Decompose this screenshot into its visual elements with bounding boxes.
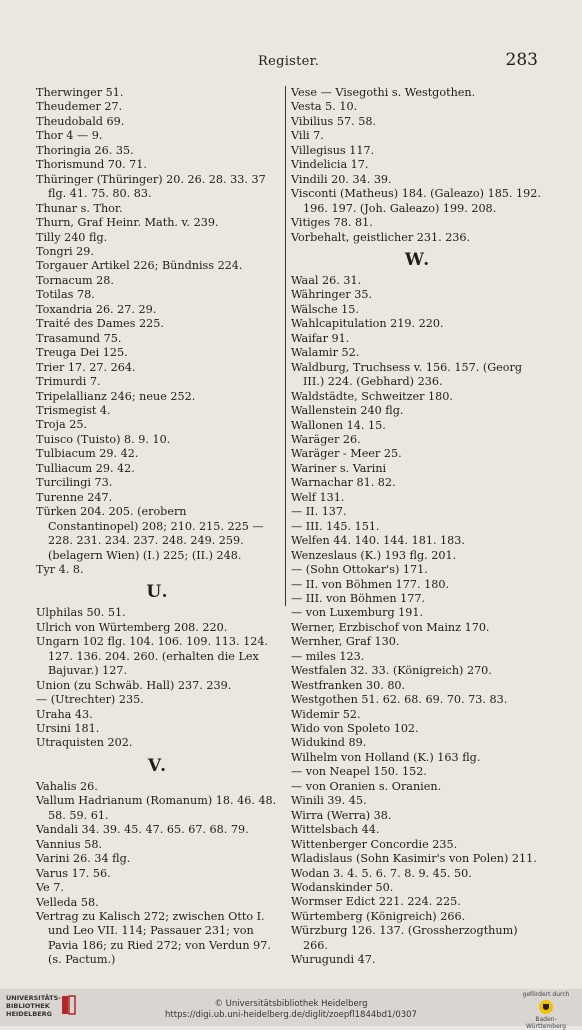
index-entry: Waldstädte, Schweitzer 180. xyxy=(291,389,453,403)
index-entry: Vannius 58. xyxy=(36,837,103,851)
index-entry: Würtemberg (Königreich) 266. xyxy=(291,909,466,923)
index-entry: Tulliacum 29. 42. xyxy=(36,461,135,475)
index-entry: Troja 25. xyxy=(36,418,88,432)
index-entry: Wernher, Graf 130. xyxy=(291,635,400,649)
index-entry: Tuisco (Tuisto) 8. 9. 10. xyxy=(36,432,171,446)
index-entry: Waldburg, Truchsess v. 156. 157. (Georg III.) 224. (Gebhard) 236. xyxy=(291,360,523,389)
index-entry: Thunar s. Thor. xyxy=(36,201,123,215)
index-entry: Villegisus 117. xyxy=(291,143,375,157)
index-column-right xyxy=(291,86,545,968)
index-entry: Ursini 181. xyxy=(36,722,100,736)
index-entry: Trier 17. 27. 264. xyxy=(36,360,136,374)
index-entry: Wälsche 15. xyxy=(291,302,359,316)
index-entry: — II. von Böhmen 177. 180. xyxy=(291,577,450,591)
index-entry: Westgothen 51. 62. 68. 69. 70. 73. 83. xyxy=(291,693,508,707)
page-header xyxy=(0,52,582,76)
index-entry: Westfranken 30. 80. xyxy=(291,678,406,692)
index-entry: Wahlcapitulation 219. 220. xyxy=(291,317,444,331)
section-letter: V. xyxy=(147,755,169,776)
index-entry: Varus 17. 56. xyxy=(36,866,111,880)
index-entry: Tilly 240 flg. xyxy=(36,230,108,244)
index-entry: Varini 26. 34 flg. xyxy=(36,852,131,866)
sponsor-label: gefördert durch xyxy=(522,991,570,998)
copyright-text: © Universitätsbibliothek Heidelberg xyxy=(214,999,368,1009)
index-entry: Theudobald 69. xyxy=(36,114,125,128)
index-entry: — von Neapel 150. 152. xyxy=(291,765,427,779)
index-entry: Thüringer (Thüringer) 20. 26. 28. 33. 37 flg. 41. 75. 80. 83. xyxy=(36,172,266,201)
index-entry: — miles 123. xyxy=(291,649,365,663)
index-entry: Ulphilas 50. 51. xyxy=(36,606,126,620)
index-entry: Vindili 20. 34. 39. xyxy=(291,172,392,186)
index-entry: Waifar 91. xyxy=(291,331,350,345)
index-entry: Welf 131. xyxy=(291,490,345,504)
index-entry: Vindelicia 17. xyxy=(291,158,369,172)
section-letter: U. xyxy=(146,582,170,603)
index-entry: Totilas 78. xyxy=(36,288,95,302)
index-entry: Wodan 3. 4. 5. 6. 7. 8. 9. 45. 50. xyxy=(291,866,472,880)
coat-of-arms-icon xyxy=(538,999,554,1015)
index-entry: Traité des Dames 225. xyxy=(36,317,164,331)
index-entry: — II. 137. xyxy=(291,505,347,519)
index-entry: Tongri 29. xyxy=(36,244,94,258)
index-entry: Vertrag zu Kalisch 272; zwischen Otto I. und Leo VII. 114; Passauer 231; von Pavia 186; zu Ried 272; von Verdun 97. (s. Pactum.) xyxy=(36,910,271,967)
index-entry: Wenzeslaus (K.) 193 flg. 201. xyxy=(291,548,457,562)
index-entry: Thor 4 — 9. xyxy=(36,129,103,143)
index-column-left xyxy=(36,86,280,968)
index-entry: Welfen 44. 140. 144. 181. 183. xyxy=(291,534,465,548)
index-entry: Waal 26. 31. xyxy=(291,273,362,287)
index-entry: Ungarn 102 flg. 104. 106. 109. 113. 124. 127. 136. 204. 260. (erhalten die Lex Bajuvar.) 127. xyxy=(36,635,268,678)
index-entry: Walamir 52. xyxy=(291,346,360,360)
index-entry: Wittelsbach 44. xyxy=(291,823,380,837)
index-entry: Turenne 247. xyxy=(36,490,113,504)
index-entry: Uraha 43. xyxy=(36,707,93,721)
index-entry: — von Luxemburg 191. xyxy=(291,606,424,620)
index-entry: Wormser Edict 221. 224. 225. xyxy=(291,895,461,909)
source-url[interactable]: https://digi.ub.uni-heidelberg.de/diglit/zoepfl1844bd1/0307 xyxy=(165,1010,417,1020)
index-entry: Toxandria 26. 27. 29. xyxy=(36,302,157,316)
library-logo-text: UNIVERSITÄTS-BIBLIOTHEK HEIDELBERG xyxy=(6,994,61,1018)
index-entry: Werner, Erzbischof von Mainz 170. xyxy=(291,620,490,634)
sponsor-block[interactable] xyxy=(516,991,576,1030)
index-entry: Vallum Hadrianum (Romanum) 18. 46. 48. 58. 59. 61. xyxy=(36,794,277,822)
index-entry: Vandali 34. 39. 45. 47. 65. 67. 68. 79. xyxy=(36,823,249,837)
index-entry: Vili 7. xyxy=(291,129,324,143)
index-entry: Wittenberger Concordie 235. xyxy=(291,837,458,851)
index-entry: Treuga Dei 125. xyxy=(36,346,128,360)
index-entry: Trismegist 4. xyxy=(36,403,111,417)
index-entry: Widemir 52. xyxy=(291,707,361,721)
index-entry: — III. 145. 151. xyxy=(291,519,380,533)
index-entry: Ve 7. xyxy=(36,881,64,895)
index-entry: Thurn, Graf Heinr. Math. v. 239. xyxy=(36,216,219,230)
index-entry: — von Oranien s. Oranien. xyxy=(291,779,442,793)
index-entry: Tornacum 28. xyxy=(36,273,114,287)
index-entry: Widukind 89. xyxy=(291,736,367,750)
index-entry: — (Sohn Ottokar's) 171. xyxy=(291,563,428,577)
copyright-block xyxy=(0,999,582,1021)
index-entry: Währinger 35. xyxy=(291,288,373,302)
index-entry: Trimurdi 7. xyxy=(36,375,101,389)
index-entry: Torgauer Artikel 226; Bündniss 224. xyxy=(36,259,243,273)
index-entry: Wirra (Werra) 38. xyxy=(291,808,392,822)
index-entry: Warnachar 81. 82. xyxy=(291,476,396,490)
index-entry: Vibilius 57. 58. xyxy=(291,114,376,128)
index-entry: Utraquisten 202. xyxy=(36,736,133,750)
index-entry: Turcilingi 73. xyxy=(36,476,113,490)
viewer-footer xyxy=(0,989,582,1030)
index-entry: Tulbiacum 29. 42. xyxy=(36,447,139,461)
index-entry: Thoringia 26. 35. xyxy=(36,143,134,157)
index-entry: Vitiges 78. 81. xyxy=(291,216,373,230)
index-entry: — (Utrechter) 235. xyxy=(36,693,144,707)
index-entry: Velleda 58. xyxy=(36,895,99,909)
index-entry: Waräger 26. xyxy=(291,432,361,446)
index-entry: Visconti (Matheus) 184. (Galeazo) 185. 192. 196. 197. (Joh. Galeazo) 199. 208. xyxy=(291,187,541,215)
index-entry: Vese — Visegothi s. Westgothen. xyxy=(291,86,476,99)
index-entry: Wido von Spoleto 102. xyxy=(291,722,419,736)
index-entry: Würzburg 126. 137. (Grossherzogthum) 266. xyxy=(291,924,518,952)
index-entry: Wodanskinder 50. xyxy=(291,881,394,895)
page-number: 283 xyxy=(505,50,538,70)
index-entry: Theudemer 27. xyxy=(36,100,123,114)
index-entry: Tripelallianz 246; neue 252. xyxy=(36,389,196,403)
index-entry: Vesta 5. 10. xyxy=(291,100,358,114)
index-entry: Vorbehalt, geistlicher 231. 236. xyxy=(291,230,471,244)
index-entry: Vahalis 26. xyxy=(36,779,98,793)
index-entry: Union (zu Schwäb. Hall) 237. 239. xyxy=(36,678,232,692)
index-entry: — III. von Böhmen 177. xyxy=(291,591,425,605)
section-letter: W. xyxy=(404,249,432,270)
index-entry: Ulrich von Würtemberg 208. 220. xyxy=(36,620,228,634)
index-entry: Wallenstein 240 flg. xyxy=(291,404,404,418)
index-entry: Waräger - Meer 25. xyxy=(291,447,402,461)
index-entry: Türken 204. 205. (erobern Constantinopel) 208; 210. 215. 225 — 228. 231. 234. 237. 248. 249. 259. (belagern Wien) (I.) 225; (II.) 248. xyxy=(36,505,264,562)
index-entry: Wladislaus (Sohn Kasimir's von Polen) 211. xyxy=(291,852,537,866)
index-entry: Winili 39. 45. xyxy=(291,794,367,808)
index-entry: Wallonen 14. 15. xyxy=(291,418,386,432)
column-divider xyxy=(285,86,286,606)
index-entry: Thorismund 70. 71. xyxy=(36,158,147,172)
index-entry: Wariner s. Varini xyxy=(291,461,387,475)
index-entry: Tyr 4. 8. xyxy=(36,562,84,576)
index-entry: Westfalen 32. 33. (Königreich) 270. xyxy=(291,664,492,678)
index-entry: Wilhelm von Holland (K.) 163 flg. xyxy=(291,750,481,764)
page-title: Register. xyxy=(258,54,320,69)
index-entry: Therwinger 51. xyxy=(36,86,124,99)
index-entry: Wurugundi 47. xyxy=(291,953,376,967)
sponsor-name: Baden-Württemberg xyxy=(526,1016,566,1030)
index-entry: Trasamund 75. xyxy=(36,331,122,345)
